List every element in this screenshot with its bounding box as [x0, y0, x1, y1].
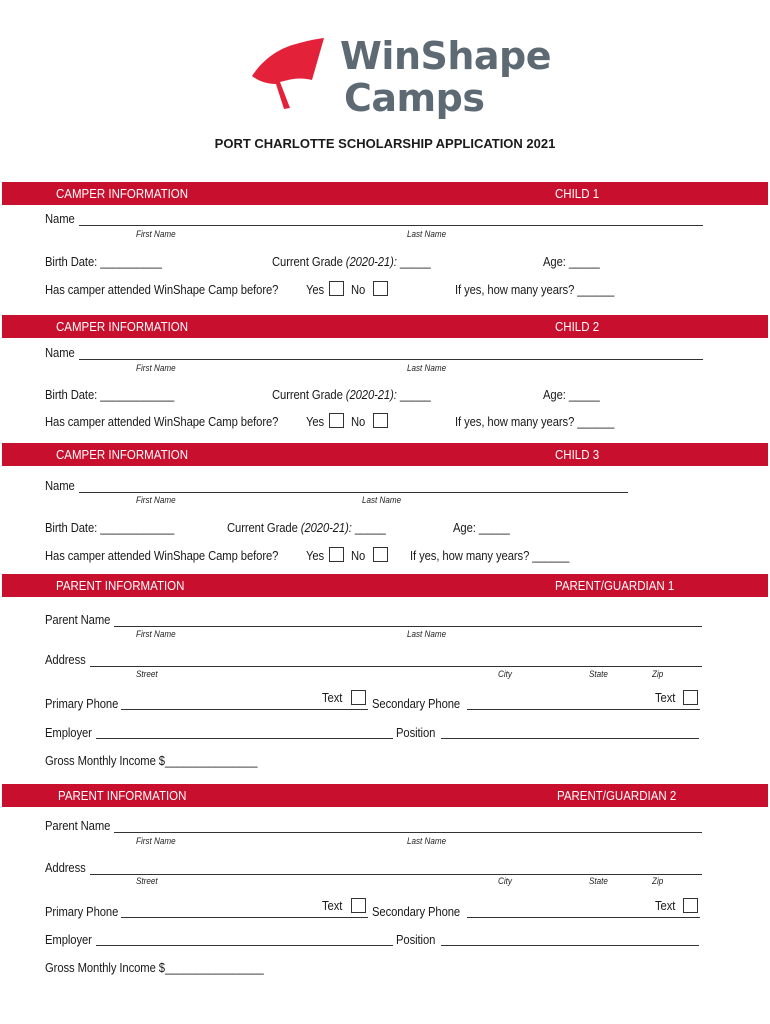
years-attended-field[interactable]: If yes, how many years? ______ — [455, 283, 615, 297]
section-header-camper-2 — [2, 315, 768, 338]
zip-caption: Zip — [652, 876, 664, 886]
secondary-text-checkbox[interactable] — [683, 898, 698, 913]
grade-label: Current Grade — [227, 521, 298, 535]
yes-label: Yes — [306, 415, 325, 429]
attended-question: Has camper attended WinShape Camp before? — [45, 415, 279, 429]
city-caption: City — [498, 876, 512, 886]
current-grade-field[interactable] — [272, 388, 431, 402]
name-label: Name — [45, 479, 75, 493]
employer-field[interactable] — [96, 945, 393, 946]
parent-name-field[interactable] — [114, 832, 702, 833]
last-name-caption: Last Name — [407, 836, 447, 846]
text-label: Text — [655, 899, 676, 913]
secondary-text-checkbox[interactable] — [683, 690, 698, 705]
section-child-label: CHILD 2 — [555, 320, 600, 334]
first-name-caption: First Name — [136, 229, 176, 239]
logo-text-camps: Camps — [344, 76, 485, 120]
last-name-caption: Last Name — [407, 629, 447, 639]
parent-name-field[interactable] — [114, 626, 702, 627]
grade-blank: _____ — [399, 388, 431, 402]
gross-monthly-income-field[interactable]: Gross Monthly Income $________________ — [45, 961, 264, 975]
current-grade-field[interactable] — [272, 255, 431, 269]
name-label: Name — [45, 212, 75, 226]
no-label: No — [351, 415, 366, 429]
gross-monthly-income-field[interactable]: Gross Monthly Income $_______________ — [45, 754, 258, 768]
years-attended-field[interactable]: If yes, how many years? ______ — [455, 415, 615, 429]
primary-text-checkbox[interactable] — [351, 898, 366, 913]
section-title: PARENT INFORMATION — [58, 789, 187, 803]
section-header-camper-1 — [2, 182, 768, 205]
grade-label: Current Grade — [272, 388, 343, 402]
logo-text-winshape: WinShape — [340, 34, 552, 78]
grade-year: (2020-21): — [345, 388, 397, 402]
primary-phone-field[interactable] — [121, 709, 368, 710]
city-caption: City — [498, 669, 512, 679]
age-field[interactable]: Age: _____ — [543, 255, 600, 269]
address-label: Address — [45, 861, 86, 875]
grade-blank: _____ — [354, 521, 386, 535]
first-name-caption: First Name — [136, 363, 176, 373]
yes-checkbox[interactable] — [329, 281, 344, 296]
parent-name-label: Parent Name — [45, 819, 111, 833]
birth-date-field[interactable]: Birth Date: __________ — [45, 255, 162, 269]
years-attended-field[interactable]: If yes, how many years? ______ — [410, 549, 570, 563]
primary-phone-label: Primary Phone — [45, 697, 119, 711]
last-name-caption: Last Name — [407, 363, 447, 373]
position-field[interactable] — [441, 738, 699, 739]
form-title: PORT CHARLOTTE SCHOLARSHIP APPLICATION 2021 — [214, 136, 556, 151]
last-name-caption: Last Name — [407, 229, 447, 239]
first-name-caption: First Name — [136, 495, 176, 505]
section-header-parent-1 — [2, 574, 768, 597]
grade-year: (2020-21): — [300, 521, 352, 535]
address-field[interactable] — [90, 666, 702, 667]
primary-text-checkbox[interactable] — [351, 690, 366, 705]
name-field[interactable] — [79, 225, 703, 226]
street-caption: Street — [136, 669, 158, 679]
section-guardian-label: PARENT/GUARDIAN 2 — [557, 789, 677, 803]
red-flag-icon — [246, 36, 328, 110]
section-header-parent-2 — [2, 784, 768, 807]
attended-question: Has camper attended WinShape Camp before? — [45, 549, 279, 563]
state-caption: State — [589, 876, 608, 886]
section-child-label: CHILD 3 — [555, 448, 600, 462]
grade-year: (2020-21): — [345, 255, 397, 269]
yes-label: Yes — [306, 549, 325, 563]
no-checkbox[interactable] — [373, 413, 388, 428]
no-checkbox[interactable] — [373, 547, 388, 562]
section-guardian-label: PARENT/GUARDIAN 1 — [555, 579, 675, 593]
section-header-camper-3 — [2, 443, 768, 466]
birth-date-field[interactable]: Birth Date: ____________ — [45, 521, 175, 535]
text-label: Text — [322, 899, 343, 913]
address-field[interactable] — [90, 874, 702, 875]
secondary-phone-label: Secondary Phone — [372, 905, 461, 919]
name-label: Name — [45, 346, 75, 360]
position-field[interactable] — [441, 945, 699, 946]
secondary-phone-field[interactable] — [467, 709, 700, 710]
state-caption: State — [589, 669, 608, 679]
no-label: No — [351, 283, 366, 297]
yes-checkbox[interactable] — [329, 547, 344, 562]
name-field[interactable] — [79, 359, 703, 360]
primary-phone-label: Primary Phone — [45, 905, 119, 919]
section-title: PARENT INFORMATION — [56, 579, 185, 593]
name-field[interactable] — [79, 492, 628, 493]
street-caption: Street — [136, 876, 158, 886]
age-field[interactable]: Age: _____ — [543, 388, 600, 402]
employer-field[interactable] — [96, 738, 393, 739]
section-title: CAMPER INFORMATION — [56, 187, 189, 201]
yes-label: Yes — [306, 283, 325, 297]
last-name-caption: Last Name — [362, 495, 402, 505]
section-title: CAMPER INFORMATION — [56, 448, 189, 462]
no-checkbox[interactable] — [373, 281, 388, 296]
first-name-caption: First Name — [136, 836, 176, 846]
text-label: Text — [655, 691, 676, 705]
secondary-phone-label: Secondary Phone — [372, 697, 461, 711]
position-label: Position — [396, 726, 436, 740]
position-label: Position — [396, 933, 436, 947]
employer-label: Employer — [45, 726, 92, 740]
no-label: No — [351, 549, 366, 563]
yes-checkbox[interactable] — [329, 413, 344, 428]
parent-name-label: Parent Name — [45, 613, 111, 627]
address-label: Address — [45, 653, 86, 667]
text-label: Text — [322, 691, 343, 705]
current-grade-field[interactable] — [227, 521, 386, 535]
attended-question: Has camper attended WinShape Camp before? — [45, 283, 279, 297]
employer-label: Employer — [45, 933, 92, 947]
section-child-label: CHILD 1 — [555, 187, 600, 201]
primary-phone-field[interactable] — [121, 917, 368, 918]
secondary-phone-field[interactable] — [467, 917, 700, 918]
grade-blank: _____ — [399, 255, 431, 269]
section-title: CAMPER INFORMATION — [56, 320, 189, 334]
birth-date-field[interactable]: Birth Date: ____________ — [45, 388, 175, 402]
age-field[interactable]: Age: _____ — [453, 521, 510, 535]
first-name-caption: First Name — [136, 629, 176, 639]
zip-caption: Zip — [652, 669, 664, 679]
grade-label: Current Grade — [272, 255, 343, 269]
